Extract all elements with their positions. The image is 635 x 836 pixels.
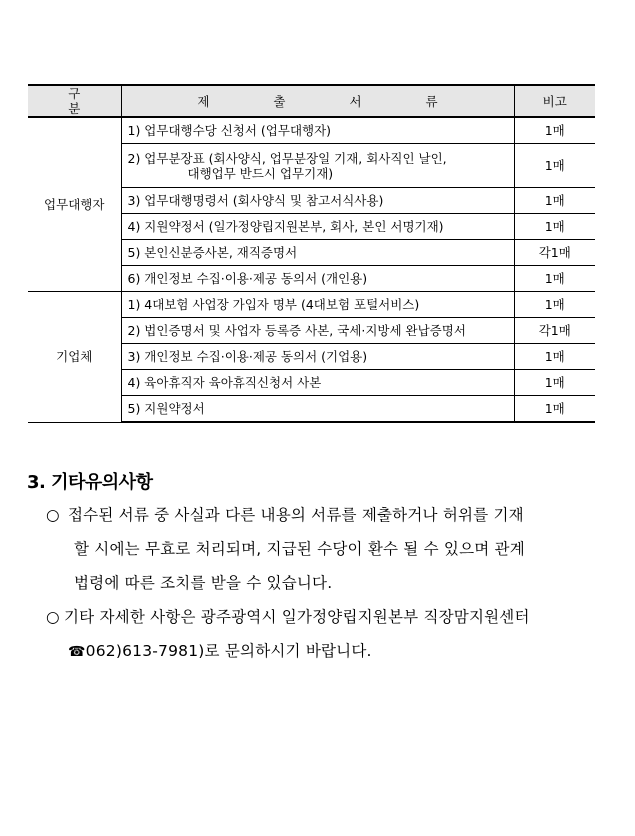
paragraph-line [46,634,606,669]
doc-item: 1) 업무대행수당 신청서 (업무대행자) [121,117,514,144]
doc-item [121,144,514,188]
doc-item: 6) 개인정보 수집·이용·제공 동의서 (개인용) [121,266,514,292]
paragraph-text: 기타 자세한 사항은 광주광역시 일가정양립지원본부 직장맘지원센터 [64,608,530,626]
doc-note: 각1매 [514,318,595,344]
doc-note: 1매 [514,370,595,396]
doc-item: 5) 본인신분증사본, 재직증명서 [121,240,514,266]
doc-item: 3) 업무대행명령서 (회사양식 및 참고서식사용) [121,188,514,214]
doc-note: 1매 [514,117,595,144]
header-category: 구 분 [28,85,121,117]
doc-item: 2) 법인증명서 및 사업자 등록증 사본, 국세·지방세 완납증명서 [121,318,514,344]
doc-note: 각1매 [514,240,595,266]
doc-item: 4) 지원약정서 (일가정양립지원본부, 회사, 본인 서명기재) [121,214,514,240]
doc-item: 5) 지원약정서 [121,396,514,423]
doc-note: 1매 [514,214,595,240]
doc-note: 1매 [514,266,595,292]
paragraph-line: 법령에 따른 조치를 받을 수 있습니다. [74,574,333,592]
doc-item-line1: 2) 업무분장표 (회사양식, 업무분장일 기재, 회사직인 날인, [127,150,447,166]
category-agent: 업무대행자 [28,117,121,292]
circle-bullet-icon: ○ [46,506,60,524]
category-company: 기업체 [28,292,121,423]
phone-icon: ☎ [68,644,86,660]
contact-text: 062)613-7981)로 문의하시기 바랍니다. [85,642,372,660]
paragraph-line [46,506,524,524]
doc-note: 1매 [514,144,595,188]
circle-bullet-icon: ○ [46,608,60,626]
documents-table [28,84,595,423]
section-title: 3. 기타유의사항 [27,472,153,493]
doc-item: 4) 육아휴직자 육아휴직신청서 사본 [121,370,514,396]
paragraph-line [46,608,530,626]
doc-note: 1매 [514,292,595,318]
doc-note: 1매 [514,344,595,370]
table-header-row [28,85,595,117]
doc-note: 1매 [514,188,595,214]
paragraph-line: 할 시에는 무효로 처리되며, 지급된 수당이 환수 될 수 있으며 관계 [74,540,525,558]
table-row [28,292,595,318]
contact-paragraph [46,600,606,669]
doc-item: 3) 개인정보 수집·이용·제공 동의서 (기업용) [121,344,514,370]
table-row [28,117,595,144]
notice-paragraph [46,498,606,600]
doc-item: 1) 4대보험 사업장 가입자 명부 (4대보험 포털서비스) [121,292,514,318]
header-note: 비고 [514,85,595,117]
doc-note: 1매 [514,396,595,423]
header-documents: 제 출 서 류 [121,85,514,117]
paragraph-text: 접수된 서류 중 사실과 다른 내용의 서류를 제출하거나 허위를 기재 [68,506,524,524]
doc-item-line2: 대행업무 반드시 업무기재) [187,165,334,181]
